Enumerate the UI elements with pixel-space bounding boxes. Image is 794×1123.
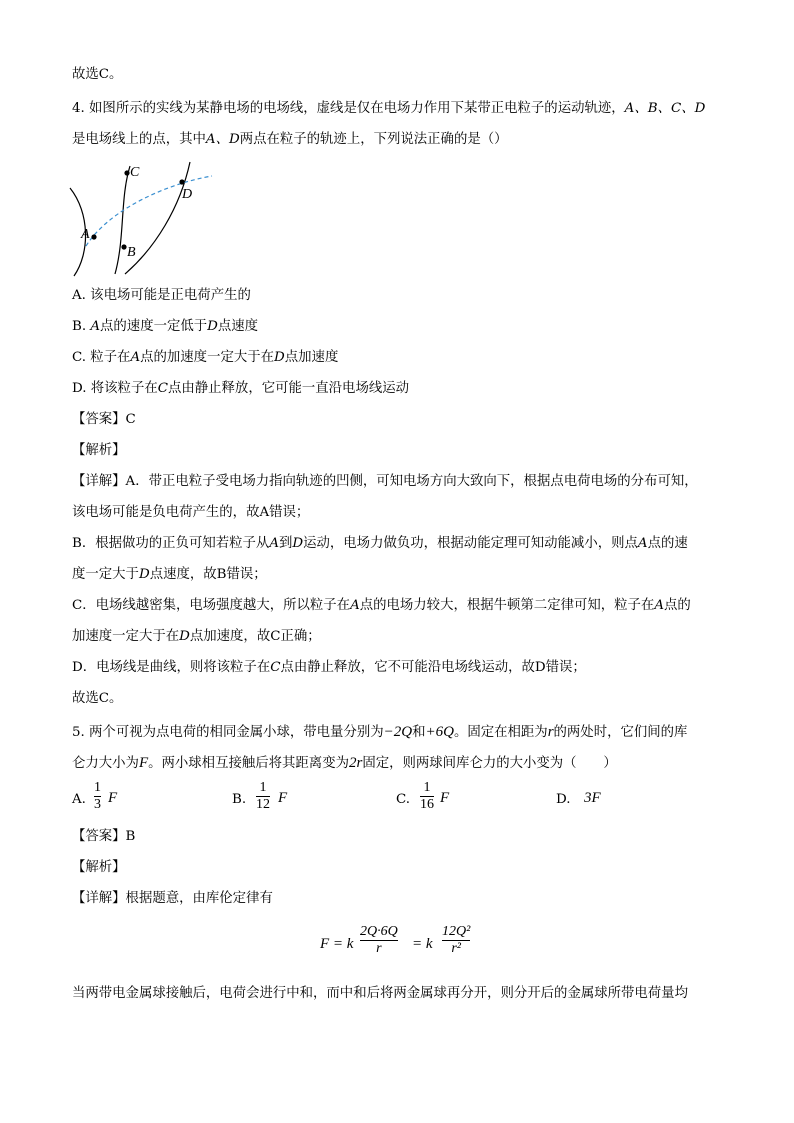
detail-4-line1: 【详解】A．带正电粒子受电场力指向轨迹的凹侧，可知电场方向大致向下，根据点电荷电场的分布可知，	[72, 474, 698, 489]
q5-option-c: C. 1 16 F	[396, 780, 450, 812]
option-b: B. A点的速度一定低于D点速度	[72, 319, 259, 334]
question-5-stem-line1: 5. 两个可视为点电荷的相同金属小球，带电量分别为−2Q和+6Q。固定在相距为r的两处时，它们间的库	[72, 724, 688, 740]
answer-5: 【答案】B	[72, 829, 136, 844]
option-d: D. 将该粒子在C点由静止释放，它可能一直沿电场线运动	[72, 381, 410, 396]
particle-trajectory	[86, 176, 212, 246]
fraction: 1 16	[420, 780, 434, 812]
answer-4: 【答案】C	[72, 412, 136, 427]
detail-4-line4: 度一定大于D点速度，故B错误；	[72, 567, 267, 582]
point-a-label: A	[81, 227, 90, 242]
point-b-label: B	[127, 245, 136, 260]
question-4-stem-line2: 是电场线上的点，其中A、D两点在粒子的轨迹上，下列说法正确的是（）	[72, 132, 508, 147]
option-a: A. 该电场可能是正电荷产生的	[72, 288, 251, 303]
question-4-stem-line1: 4. 如图所示的实线为某静电场的电场线，虚线是仅在电场力作用下某带正电粒子的运动轨迹，A、B、C、D	[72, 101, 706, 116]
analysis-5-heading: 【解析】	[72, 860, 126, 875]
point-d-label: D	[182, 187, 193, 202]
point-a-marker	[91, 234, 96, 239]
question-5-stem-line2: 仑力大小为F。两小球相互接触后将其距离变为2r固定，则两球间库仑力的大小变为（ ）	[72, 755, 617, 771]
detail-5-line2: 当两带电金属球接触后，电荷会进行中和，而中和后将两金属球再分开，则分开后的金属球所带电荷量均	[72, 986, 688, 1001]
point-c-label: C	[130, 165, 140, 180]
fraction: 1 12	[256, 780, 270, 812]
electric-field-figure	[60, 158, 230, 282]
detail-4-line3: B．根据做功的正负可知若粒子从A到D运动，电场力做负功，根据动能定理可知动能减小，则点A点的速	[72, 536, 688, 551]
coulomb-formula: F = k 2Q·6Q r = k 12Q² r²	[320, 924, 471, 956]
option-c: C. 粒子在A点的加速度一定大于在D点加速度	[72, 350, 339, 365]
text-line: 故选C。	[72, 691, 123, 706]
detail-4-line5: C．电场线越密集，电场强度越大，所以粒子在A点的电场力较大，根据牛顿第二定律可知，粒子在A点的	[72, 598, 691, 613]
q5-option-d: D. 3F	[556, 790, 601, 807]
fraction: 2Q·6Q r	[360, 924, 398, 956]
detail-4-line7: D．电场线是曲线，则将该粒子在C点由静止释放，它不可能沿电场线运动，故D错误；	[72, 660, 586, 675]
detail-4-line2: 该电场可能是负电荷产生的，故A错误；	[72, 505, 310, 520]
q5-option-b: B. 1 12 F	[232, 780, 288, 812]
point-b-marker	[121, 244, 126, 249]
fraction: 1 3	[94, 780, 101, 812]
point-c-marker	[124, 170, 129, 175]
detail-5-line1: 【详解】根据题意，由库伦定律有	[72, 891, 273, 906]
analysis-4-heading: 【解析】	[72, 443, 126, 458]
fraction: 12Q² r²	[442, 924, 471, 956]
point-d-marker	[179, 179, 184, 184]
q5-option-a: A. 1 3 F	[72, 780, 118, 812]
detail-4-line6: 加速度一定大于在D点加速度，故C正确；	[72, 629, 321, 644]
text-line: 故选C。	[72, 67, 123, 82]
